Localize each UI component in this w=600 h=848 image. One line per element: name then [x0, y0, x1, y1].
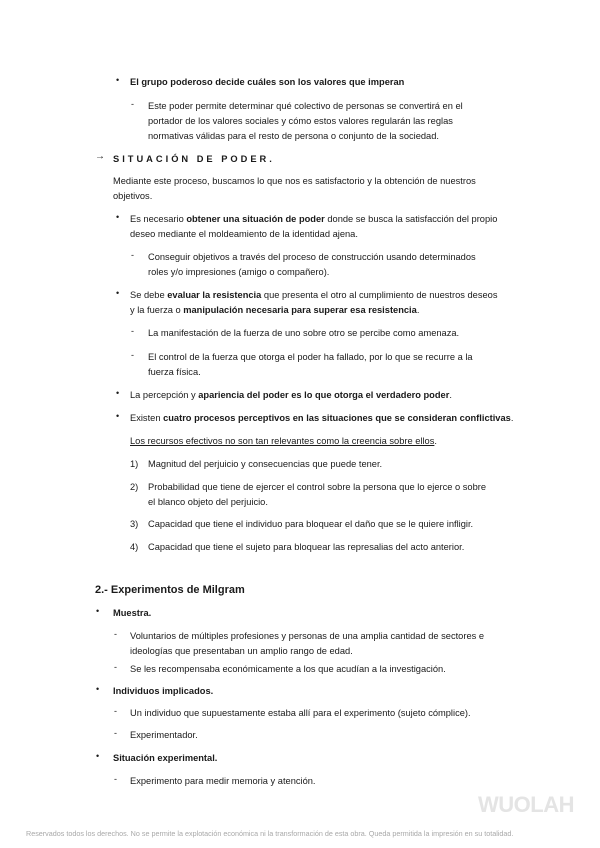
bullet-text: Situación experimental. [113, 753, 218, 763]
bullet-marker: • [116, 388, 120, 398]
underlined-note: Los recursos efectivos no son tan relevantes como la creencia sobre ellos. [130, 436, 437, 446]
list-item: Probabilidad que tiene de ejercer el control sobre la persona que lo ejerce o sobre [148, 482, 487, 492]
paragraph-line: objetivos. [113, 191, 153, 201]
list-item: el blanco objeto del perjuicio. [148, 497, 268, 507]
bullet-marker: • [96, 751, 100, 761]
wuolah-watermark-logo: WUOLAH [478, 792, 574, 817]
dash-marker: - [114, 662, 117, 672]
dash-marker: - [114, 629, 117, 639]
list-item: Magnitud del perjuicio y consecuencias que puede tener. [148, 459, 383, 469]
bullet-text: La percepción y apariencia del poder es lo que otorga el verdadero poder. [130, 390, 452, 400]
bullet-marker: • [116, 288, 120, 298]
paragraph-line: El control de la fuerza que otorga el poder ha fallado, por lo que se recurre a la [148, 352, 473, 362]
paragraph-line: Conseguir objetivos a través del proceso de construcción usando determinados [148, 252, 476, 262]
bullet-text: Muestra. [113, 608, 152, 618]
dash-marker: - [131, 99, 134, 109]
list-number: 2) [130, 482, 139, 492]
paragraph-line: y la fuerza o manipulación necesaria para superar esa resistencia. [130, 305, 420, 315]
bullet-text: Es necesario obtener una situación de poder donde se busca la satisfacción del propio [130, 214, 498, 224]
bullet-marker: • [116, 212, 120, 222]
paragraph-line: Experimentador. [130, 730, 198, 740]
list-item: Capacidad que tiene el individuo para bloquear el daño que se le quiere infligir. [148, 519, 474, 529]
bullet-text: Existen cuatro procesos perceptivos en las situaciones que se consideran conflictivas. [130, 413, 514, 423]
paragraph-line: deseo mediante el moldeamiento de la identidad ajena. [130, 229, 358, 239]
paragraph-line: portador de los valores sociales y cómo estos valores regularán las reglas [148, 116, 453, 126]
section-heading: 2.- Experimentos de Milgram [95, 584, 245, 596]
section-heading: SITUACIÓN DE PODER. [113, 154, 275, 164]
paragraph-line: Voluntarios de múltiples profesiones y personas de una amplia cantidad de sectores e [130, 631, 485, 641]
bullet-text: Se debe evaluar la resistencia que presenta el otro al cumplimiento de nuestros deseos [130, 290, 498, 300]
dash-marker: - [114, 706, 117, 716]
paragraph-line: ideologías que presentaban un amplio rango de edad. [130, 646, 353, 656]
paragraph-line: Experimento para medir memoria y atención. [130, 776, 316, 786]
paragraph-line: Mediante este proceso, buscamos lo que nos es satisfactorio y la obtención de nuestros [113, 176, 476, 186]
footer-copyright: Reservados todos los derechos. No se permite la explotación económica ni la transformación de esta obra. Queda permitida la impresión en su totalidad. [26, 829, 514, 838]
list-item: Capacidad que tiene el sujeto para bloquear las represalias del acto anterior. [148, 542, 465, 552]
paragraph-line: La manifestación de la fuerza de uno sobre otro se percibe como amenaza. [148, 328, 460, 338]
paragraph-line: roles y/o impresiones (amigo o compañero). [148, 267, 330, 277]
dash-marker: - [131, 250, 134, 260]
paragraph-line: Se les recompensaba económicamente a los que acudían a la investigación. [130, 664, 446, 674]
bullet-marker: • [116, 411, 120, 421]
bullet-text: El grupo poderoso decide cuáles son los valores que imperan [130, 77, 405, 87]
dash-marker: - [114, 774, 117, 784]
dash-marker: - [114, 728, 117, 738]
paragraph-line: Este poder permite determinar qué colectivo de personas se convertirá en el [148, 101, 463, 111]
list-number: 4) [130, 542, 139, 552]
dash-marker: - [131, 326, 134, 336]
list-number: 1) [130, 459, 139, 469]
bullet-text: Individuos implicados. [113, 686, 214, 696]
list-number: 3) [130, 519, 139, 529]
paragraph-line: normativas válidas para el resto de persona o conjunto de la sociedad. [148, 131, 439, 141]
arrow-icon: → [95, 151, 105, 162]
dash-marker: - [131, 350, 134, 360]
bullet-marker: • [96, 684, 100, 694]
bullet-marker: • [96, 606, 100, 616]
bullet-marker: • [116, 75, 120, 85]
paragraph-line: Un individuo que supuestamente estaba allí para el experimento (sujeto cómplice). [130, 708, 471, 718]
paragraph-line: fuerza física. [148, 367, 201, 377]
